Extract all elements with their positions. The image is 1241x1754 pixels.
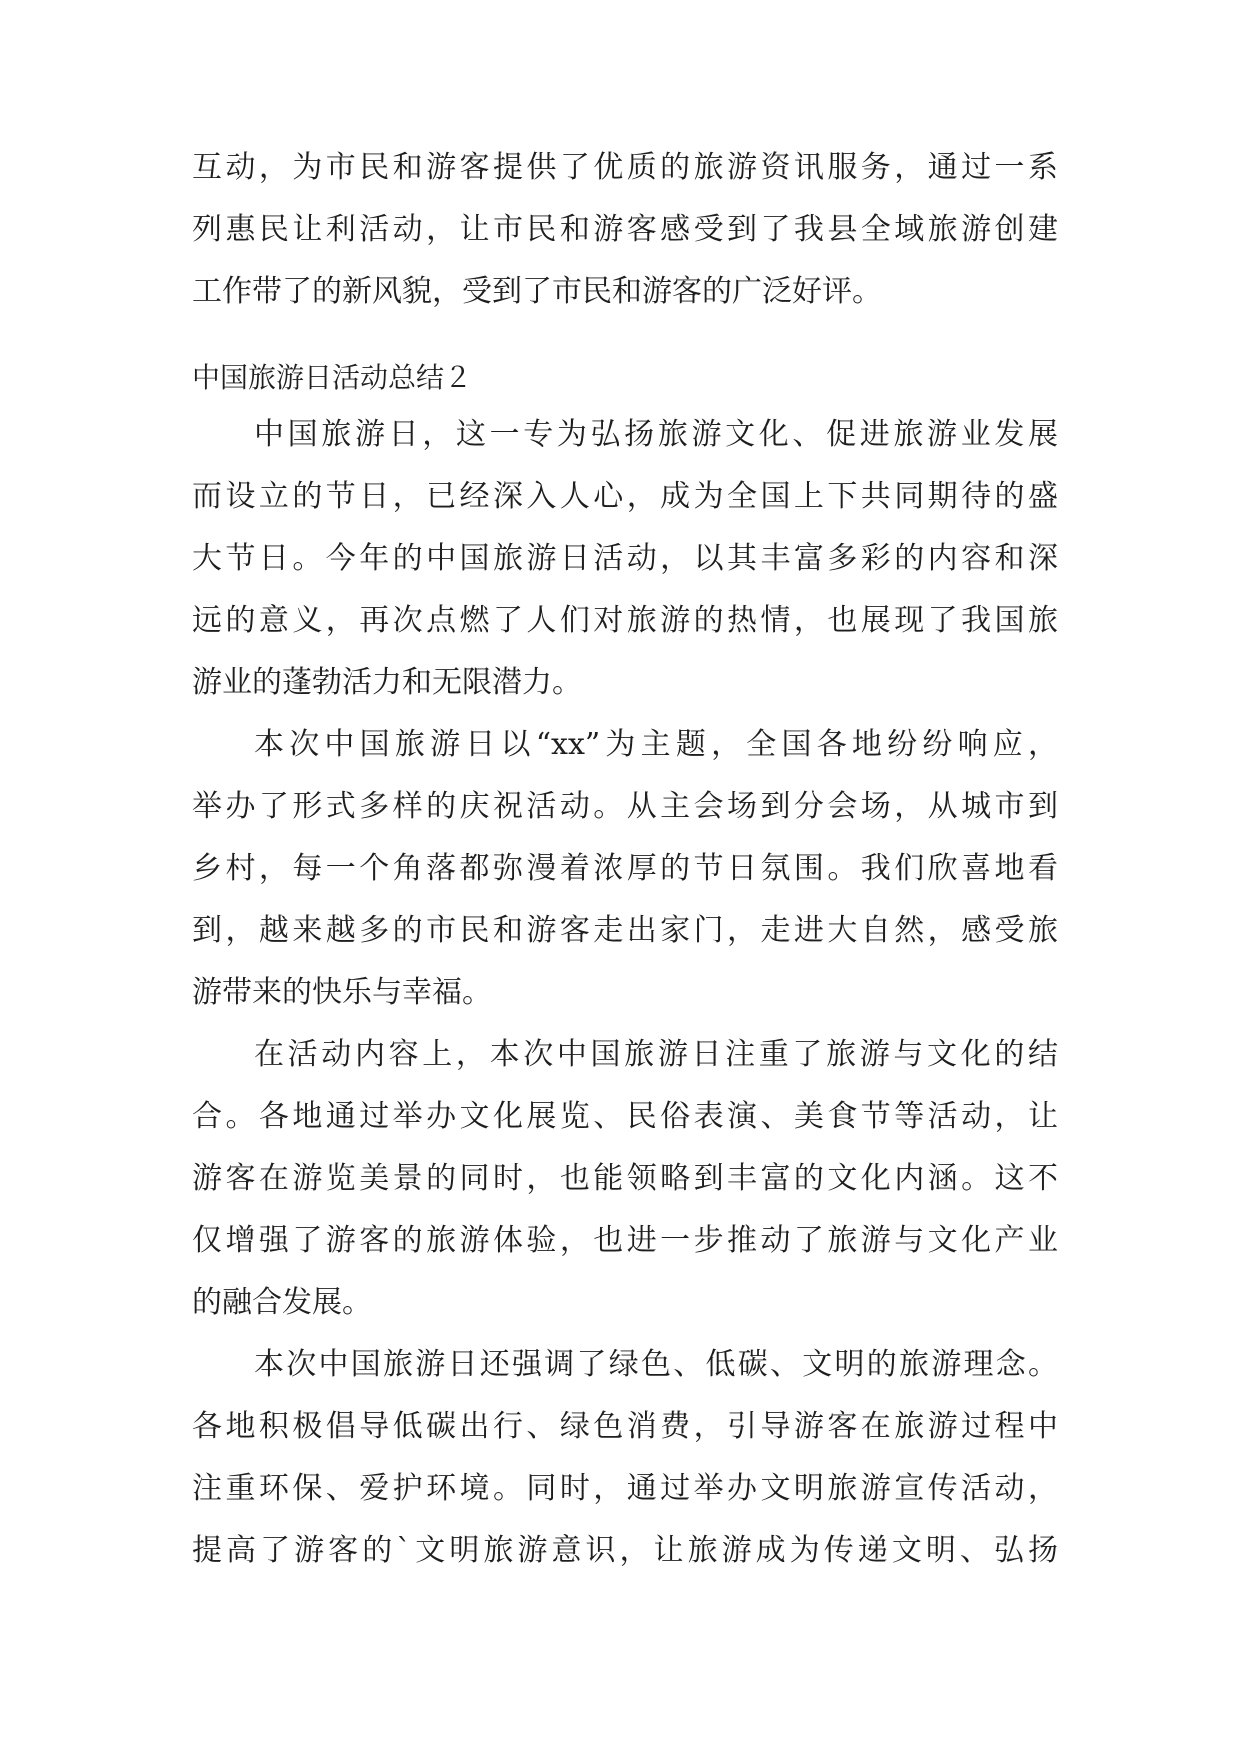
paragraph-line: 提高了游客的`文明旅游意识，让旅游成为传递文明、弘扬 — [192, 1533, 1058, 1568]
paragraph-line: 而设立的节日，已经深入人心，成为全国上下共同期待的盛 — [192, 479, 1058, 514]
paragraph-line: 本次中国旅游日还强调了绿色、低碳、文明的旅游理念。 — [254, 1347, 1058, 1382]
paragraph-line: 本次中国旅游日以“xx”为主题，全国各地纷纷响应， — [254, 727, 1058, 762]
paragraph-line: 游客在游览美景的同时，也能领略到丰富的文化内涵。这不 — [192, 1161, 1058, 1196]
paragraph-line: 举办了形式多样的庆祝活动。从主会场到分会场，从城市到 — [192, 789, 1058, 824]
text-line: 列惠民让利活动，让市民和游客感受到了我县全域旅游创建 — [192, 212, 1058, 247]
paragraph-line: 游带来的快乐与幸福。 — [192, 975, 492, 1010]
text-line: 互动，为市民和游客提供了优质的旅游资讯服务，通过一系 — [192, 150, 1058, 185]
paragraph-line: 游业的蓬勃活力和无限潜力。 — [192, 665, 582, 700]
paragraph-line: 注重环保、爱护环境。同时，通过举办文明旅游宣传活动， — [192, 1471, 1058, 1506]
paragraph-line: 在活动内容上，本次中国旅游日注重了旅游与文化的结 — [254, 1037, 1058, 1072]
paragraph-line: 乡村，每一个角落都弥漫着浓厚的节日氛围。我们欣喜地看 — [192, 851, 1058, 886]
paragraph-line: 远的意义，再次点燃了人们对旅游的热情，也展现了我国旅 — [192, 603, 1058, 638]
paragraph-line: 仅增强了游客的旅游体验，也进一步推动了旅游与文化产业 — [192, 1223, 1058, 1258]
paragraph-line: 的融合发展。 — [192, 1285, 372, 1320]
text-line: 工作带了的新风貌，受到了市民和游客的广泛好评。 — [192, 274, 882, 309]
paragraph-line: 合。各地通过举办文化展览、民俗表演、美食节等活动，让 — [192, 1099, 1058, 1134]
paragraph-line: 各地积极倡导低碳出行、绿色消费，引导游客在旅游过程中 — [192, 1409, 1058, 1444]
paragraph-line: 到，越来越多的市民和游客走出家门，走进大自然，感受旅 — [192, 913, 1058, 948]
paragraph-line: 大节日。今年的中国旅游日活动，以其丰富多彩的内容和深 — [192, 541, 1058, 576]
paragraph-line: 中国旅游日，这一专为弘扬旅游文化、促进旅游业发展 — [254, 417, 1058, 452]
section-title: 中国旅游日活动总结２ — [192, 361, 473, 394]
